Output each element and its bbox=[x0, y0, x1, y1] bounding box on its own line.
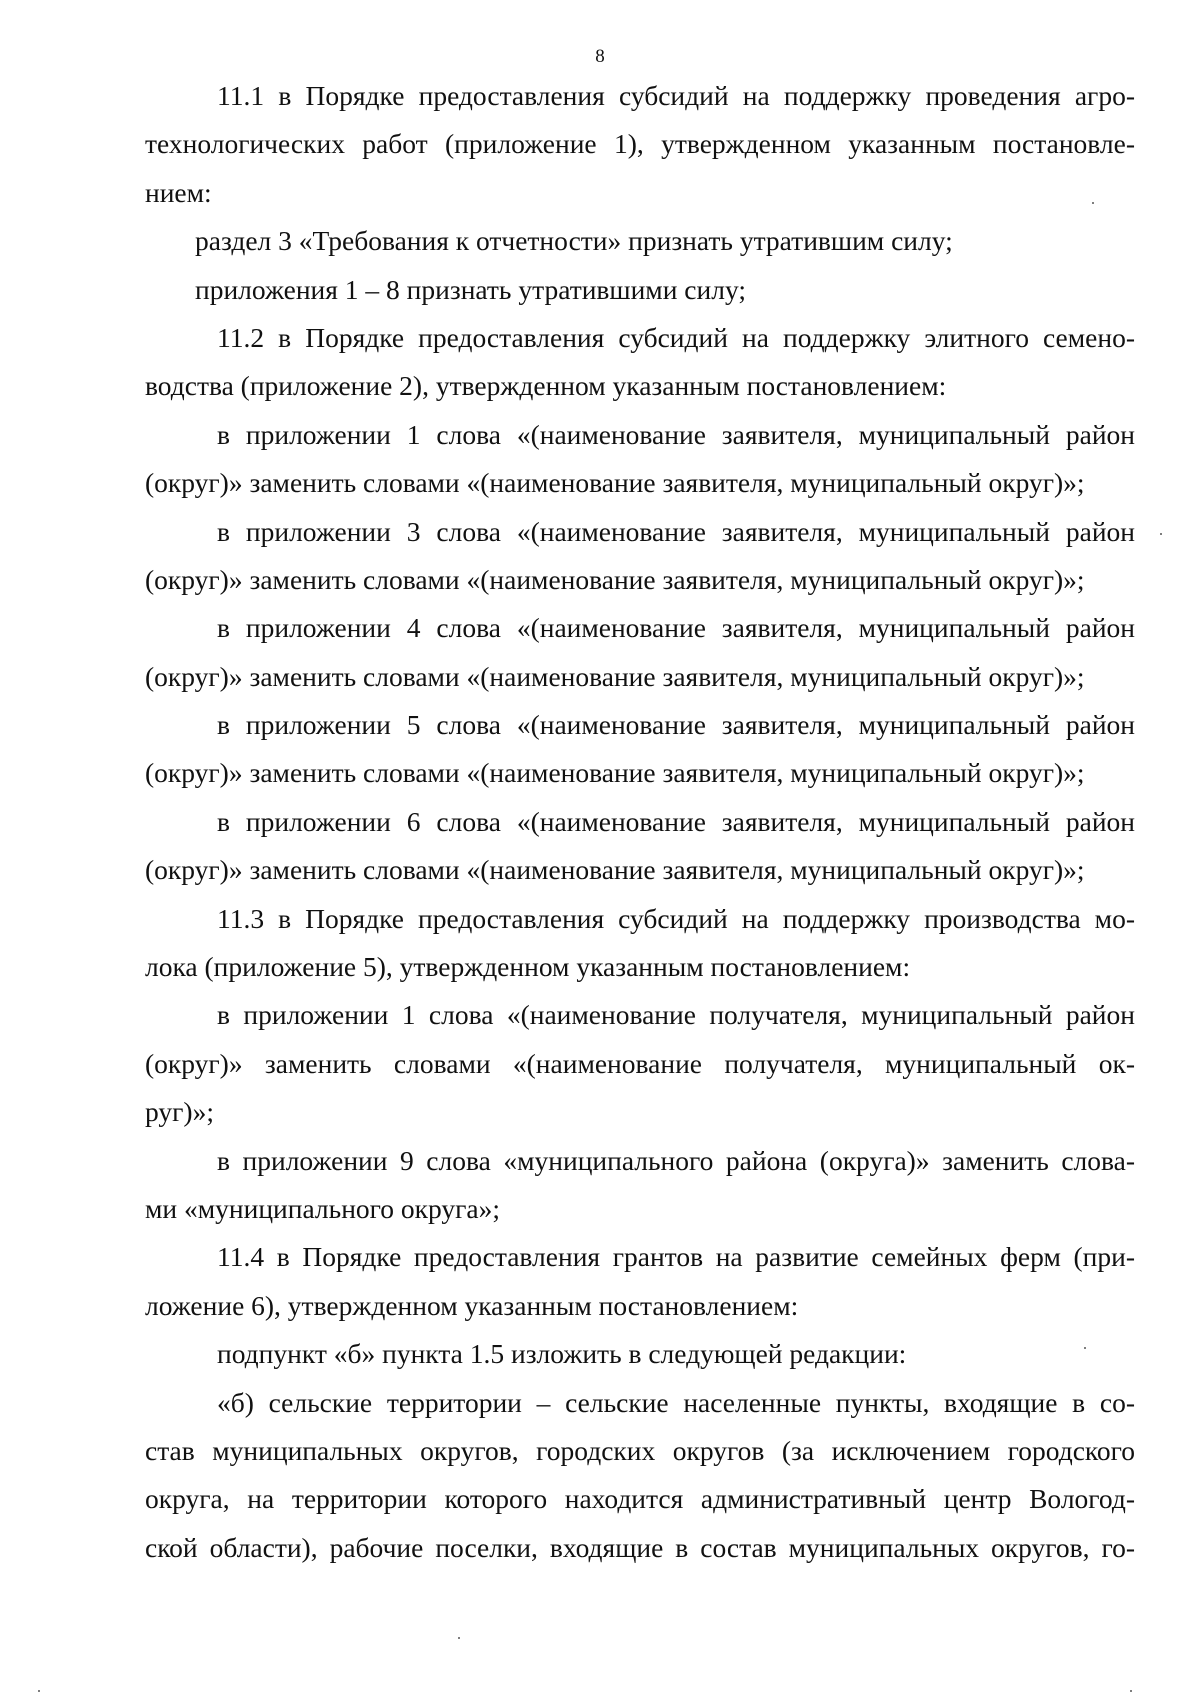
scan-speck bbox=[38, 1690, 40, 1692]
scan-speck bbox=[1084, 1347, 1086, 1349]
text-line: в приложении 9 слова «муниципального района (округа)» заменить слова- bbox=[217, 1144, 1135, 1176]
text-line: (округ)» заменить словами «(наименование заявителя, муниципальный округ)»; bbox=[145, 467, 1085, 499]
text-line: подпункт «б» пункта 1.5 изложить в следующей редакции: bbox=[217, 1338, 907, 1370]
text-line: 11.2 в Порядке предоставления субсидий на поддержку элитного семено- bbox=[217, 321, 1135, 353]
text-line: 11.4 в Порядке предоставления грантов на развитие семейных ферм (при- bbox=[217, 1241, 1135, 1273]
text-line: (округ)» заменить словами «(наименование заявителя, муниципальный округ)»; bbox=[145, 660, 1085, 692]
text-line: в приложении 1 слова «(наименование заявителя, муниципальный район bbox=[217, 418, 1135, 450]
text-line: технологических работ (приложение 1), утвержденном указанным постановле- bbox=[145, 128, 1135, 160]
text-line: (округ)» заменить словами «(наименование заявителя, муниципальный округ)»; bbox=[145, 757, 1085, 789]
text-line: в приложении 4 слова «(наименование заявителя, муниципальный район bbox=[217, 612, 1135, 644]
text-line: округа, на территории которого находится административный центр Вологод- bbox=[145, 1483, 1135, 1515]
text-line: (округ)» заменить словами «(наименование получателя, муниципальный ок- bbox=[145, 1047, 1135, 1079]
text-line: (округ)» заменить словами «(наименование заявителя, муниципальный округ)»; bbox=[145, 854, 1085, 886]
text-line: в приложении 3 слова «(наименование заявителя, муниципальный район bbox=[217, 515, 1135, 547]
text-line: в приложении 6 слова «(наименование заявителя, муниципальный район bbox=[217, 805, 1135, 837]
scan-speck bbox=[1092, 202, 1094, 204]
text-line: «б) сельские территории – сельские населенные пункты, входящие в со- bbox=[217, 1386, 1135, 1418]
text-line: раздел 3 «Требования к отчетности» признать утратившим силу; bbox=[195, 225, 953, 257]
text-line: в приложении 1 слова «(наименование получателя, муниципальный район bbox=[217, 999, 1135, 1031]
text-line: ложение 6), утвержденном указанным постановлением: bbox=[145, 1289, 799, 1321]
page-number: 8 bbox=[595, 46, 605, 67]
text-line: в приложении 5 слова «(наименование заявителя, муниципальный район bbox=[217, 709, 1135, 741]
text-line: руг)»; bbox=[145, 1096, 214, 1128]
scan-speck bbox=[1130, 1690, 1132, 1692]
text-line: нием: bbox=[145, 176, 212, 208]
text-line: 11.1 в Порядке предоставления субсидий на поддержку проведения агро- bbox=[217, 80, 1135, 111]
text-line: приложения 1 – 8 признать утратившими силу; bbox=[195, 273, 746, 305]
text-line: (округ)» заменить словами «(наименование заявителя, муниципальный округ)»; bbox=[145, 563, 1085, 595]
text-line: 11.3 в Порядке предоставления субсидий на поддержку производства мо- bbox=[217, 902, 1135, 934]
text-line: лока (приложение 5), утвержденном указанным постановлением: bbox=[145, 951, 911, 983]
document-body bbox=[145, 72, 1135, 1572]
text-line: ской области), рабочие поселки, входящие в состав муниципальных округов, го- bbox=[145, 1531, 1135, 1563]
text-line: водства (приложение 2), утвержденном указанным постановлением: bbox=[145, 370, 947, 402]
text-line: став муниципальных округов, городских округов (за исключением городского bbox=[145, 1434, 1135, 1466]
scan-speck bbox=[458, 1637, 460, 1639]
text-line: ми «муниципального округа»; bbox=[145, 1192, 501, 1224]
scan-speck bbox=[1160, 533, 1162, 535]
